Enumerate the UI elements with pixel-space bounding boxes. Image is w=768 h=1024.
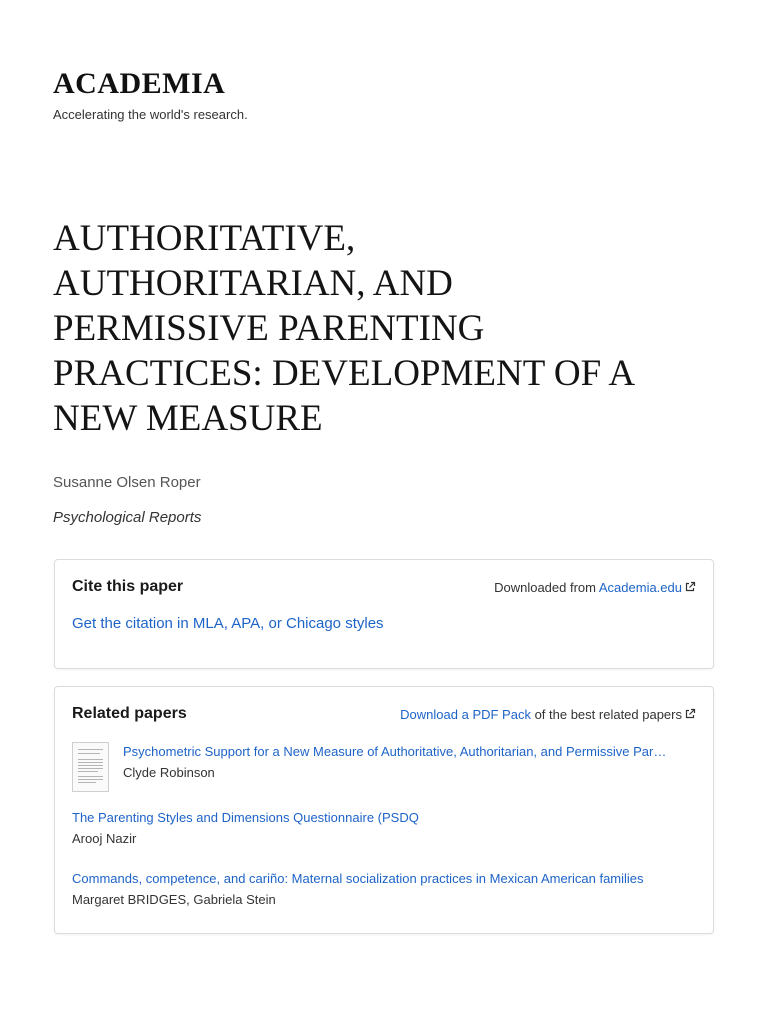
paper-title-line: NEW MEASURE (53, 398, 323, 439)
download-pdf-pack-link[interactable]: Download a PDF Pack (400, 707, 531, 722)
get-citation-link[interactable]: Get the citation in MLA, APA, or Chicago styles (72, 615, 384, 632)
related-paper-authors: Clyde Robinson (123, 765, 215, 780)
related-papers-card (54, 686, 714, 934)
paper-title-line: AUTHORITARIAN, AND (53, 263, 453, 304)
tagline: Accelerating the world's research. (53, 107, 248, 122)
related-paper-authors: Arooj Nazir (72, 831, 137, 846)
related-paper-title-link[interactable]: Commands, competence, and cariño: Maternal socialization practices in Mexican American families (72, 871, 644, 886)
related-paper-item (72, 810, 692, 847)
journal-name: Psychological Reports (53, 509, 202, 526)
external-link-icon[interactable] (684, 581, 696, 593)
related-paper-authors: Margaret BRIDGES, Gabriela Stein (72, 892, 276, 907)
pdf-pack-note (400, 707, 696, 723)
paper-title (53, 216, 733, 441)
paper-title-line: AUTHORITATIVE, (53, 218, 356, 259)
related-heading: Related papers (72, 705, 187, 722)
external-link-icon[interactable] (684, 708, 696, 720)
pdf-pack-suffix: of the best related papers (530, 707, 682, 722)
paper-author: Susanne Olsen Roper (53, 474, 201, 491)
downloaded-from-prefix: Downloaded from (494, 580, 599, 595)
academia-edu-link[interactable]: Academia.edu (598, 580, 682, 595)
paper-title-line: PRACTICES: DEVELOPMENT OF A (53, 353, 636, 394)
document-thumbnail-icon[interactable] (72, 742, 109, 792)
downloaded-from-note (494, 580, 696, 596)
cite-card (54, 559, 714, 669)
related-paper-item (123, 744, 695, 781)
related-paper-title-link[interactable]: The Parenting Styles and Dimensions Questionnaire (PSDQ (72, 810, 419, 825)
related-paper-item (72, 871, 692, 908)
academia-logo: ACADEMIA (53, 67, 226, 100)
related-paper-title-link[interactable]: Psychometric Support for a New Measure of Authoritative, Authoritarian, and Permissive Par… (123, 744, 667, 759)
paper-title-line: PERMISSIVE PARENTING (53, 308, 485, 349)
cite-heading: Cite this paper (72, 578, 184, 595)
